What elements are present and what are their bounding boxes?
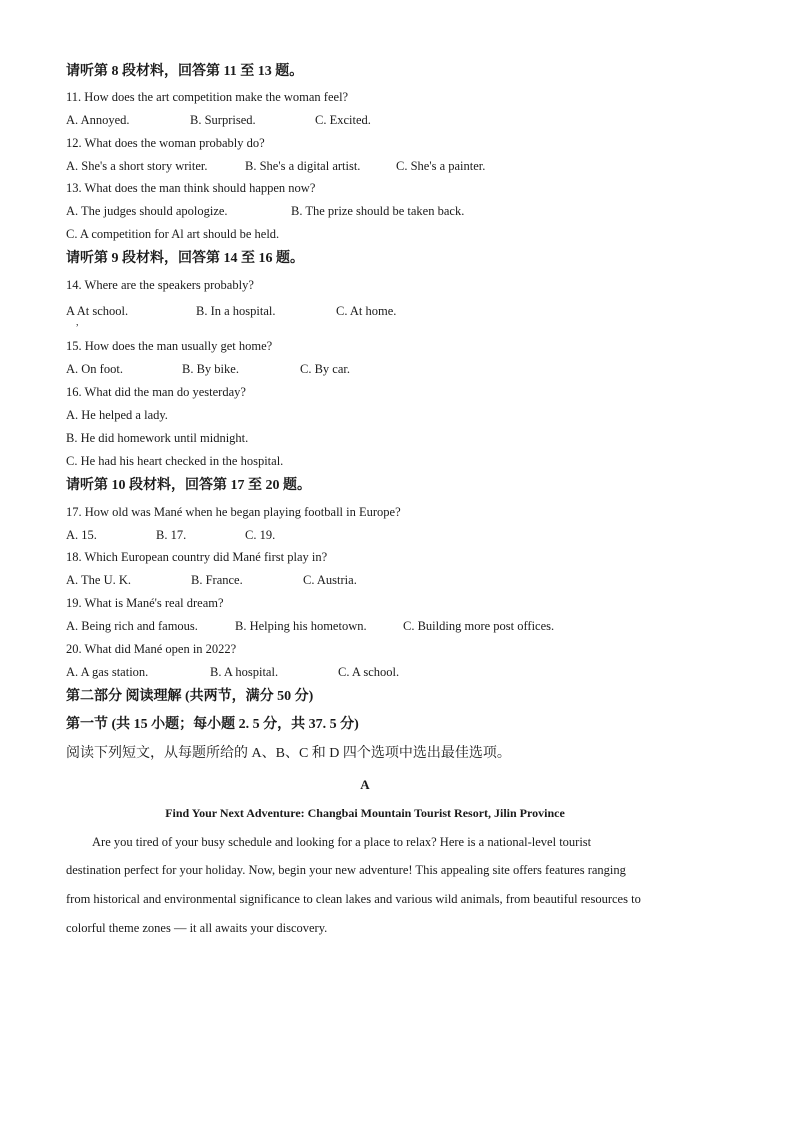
option-18-a: A. The U. K. bbox=[66, 573, 132, 587]
option-12-b: B. She's a digital artist. bbox=[245, 159, 361, 173]
option-19-a: A. Being rich and famous. bbox=[66, 619, 198, 633]
option-20-a: A. A gas station. bbox=[66, 665, 149, 679]
option-19-c: C. Building more post offices. bbox=[403, 619, 555, 633]
option-17-a: A. 15. bbox=[66, 528, 97, 542]
option-17-c: C. 19. bbox=[245, 528, 276, 542]
option-20-b: B. A hospital. bbox=[210, 665, 279, 679]
question-15: 15. How does the man usually get home? bbox=[66, 339, 273, 353]
option-11-c: C. Excited. bbox=[315, 113, 371, 127]
option-15-c: C. By car. bbox=[300, 362, 350, 376]
option-11-b: B. Surprised. bbox=[190, 113, 256, 127]
option-19-b: B. Helping his hometown. bbox=[235, 619, 367, 633]
option-15-a: A. On foot. bbox=[66, 362, 123, 376]
option-14-c: C. At home. bbox=[336, 304, 397, 318]
paragraph-line-2: destination perfect for your holiday. Now, begin your new adventure! This appealing site offers features ranging bbox=[66, 863, 626, 877]
option-18-c: C. Austria. bbox=[303, 573, 357, 587]
paragraph-line-4: colorful theme zones — it all awaits your discovery. bbox=[66, 921, 328, 935]
question-17: 17. How old was Mané when he began playing football in Europe? bbox=[66, 505, 401, 519]
option-12-a: A. She's a short story writer. bbox=[66, 159, 208, 173]
section-heading-10: 请听第 10 段材料，回答第 17 至 20 题。 bbox=[66, 478, 311, 493]
option-11-a: A. Annoyed. bbox=[66, 113, 130, 127]
option-18-b: B. France. bbox=[191, 573, 243, 587]
option-13-c: C. A competition for Al art should be held. bbox=[66, 227, 280, 241]
option-12-c: C. She's a painter. bbox=[396, 159, 486, 173]
option-16-a: A. He helped a lady. bbox=[66, 408, 168, 422]
option-16-c: C. He had his heart checked in the hospital. bbox=[66, 454, 284, 468]
section-heading-9: 请听第 9 段材料，回答第 14 至 16 题。 bbox=[66, 251, 304, 266]
question-12: 12. What does the woman probably do? bbox=[66, 136, 265, 150]
part2-heading: 第二部分 阅读理解 (共两节，满分 50 分) bbox=[66, 689, 314, 704]
paragraph-line-3: from historical and environmental significance to clean lakes and various wild animals, from beautiful resources to bbox=[66, 892, 641, 906]
question-11: 11. How does the art competition make the woman feel? bbox=[66, 90, 349, 104]
option-13-a: A. The judges should apologize. bbox=[66, 204, 228, 218]
section-heading-8: 请听第 8 段材料，回答第 11 至 13 题。 bbox=[66, 64, 304, 79]
part2-section1-heading: 第一节 (共 15 小题；每小题 2. 5 分，共 37. 5 分) bbox=[66, 717, 359, 732]
option-20-c: C. A school. bbox=[338, 665, 400, 679]
option-15-b: B. By bike. bbox=[182, 362, 239, 376]
question-14: 14. Where are the speakers probably? bbox=[66, 278, 254, 292]
option-14-b: B. In a hospital. bbox=[196, 304, 276, 318]
stray-dot-mark: , bbox=[76, 317, 79, 328]
option-17-b: B. 17. bbox=[156, 528, 187, 542]
option-13-b: B. The prize should be taken back. bbox=[291, 204, 465, 218]
question-19: 19. What is Mané's real dream? bbox=[66, 596, 224, 610]
reading-instruction: 阅读下列短文，从每题所给的 A、B、C 和 D 四个选项中选出最佳选项。 bbox=[66, 746, 511, 761]
question-20: 20. What did Mané open in 2022? bbox=[66, 642, 237, 656]
question-13: 13. What does the man think should happen now? bbox=[66, 181, 316, 195]
option-14-a: A At school. bbox=[66, 304, 129, 318]
option-16-b: B. He did homework until midnight. bbox=[66, 431, 249, 445]
paragraph-line-1: Are you tired of your busy schedule and looking for a place to relax? Here is a national-level tourist bbox=[92, 835, 592, 849]
question-18: 18. Which European country did Mané first play in? bbox=[66, 550, 328, 564]
passage-title: Find Your Next Adventure: Changbai Mountain Tourist Resort, Jilin Province bbox=[165, 806, 565, 820]
question-16: 16. What did the man do yesterday? bbox=[66, 385, 246, 399]
passage-letter: A bbox=[360, 777, 370, 792]
